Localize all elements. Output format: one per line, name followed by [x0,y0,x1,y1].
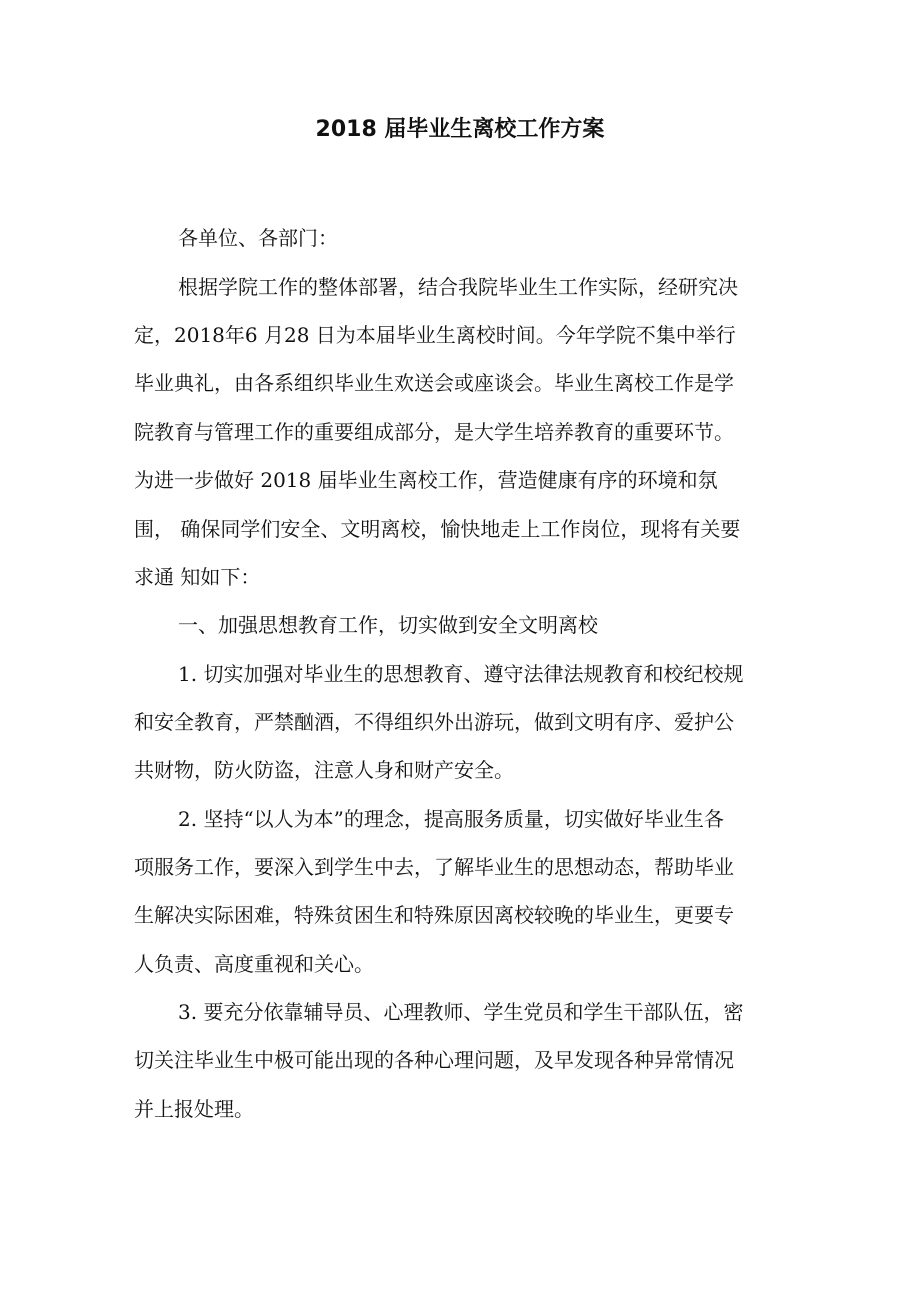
item-2-line-3: 生解决实际困难，特殊贫困生和特殊原因离校较晚的毕业生，更要专 [134,903,734,927]
item-3-line-1: 3. 要充分依靠辅导员、心理教师、学生党员和学生干部队伍，密 [178,1000,744,1024]
item-3-line-2: 切关注毕业生中极可能出现的各种心理问题，及早发现各种异常情况 [134,1048,734,1072]
intro-line-6: 围， 确保同学们安全、文明离校，愉快地走上工作岗位，现将有关要 [134,517,741,541]
item-1-line-2: 和安全教育，严禁酗酒，不得组织外出游玩，做到文明有序、爱护公 [134,710,734,734]
item-2-line-4: 人负责、高度重视和关心。 [134,952,374,976]
item-1-line-3: 共财物，防火防盗，注意人身和财产安全。 [134,758,514,782]
document-title: 2018 届毕业生离校工作方案 [315,117,605,142]
item-2-line-2: 项服务工作，要深入到学生中去，了解毕业生的思想动态，帮助毕业 [134,855,734,879]
salutation-line: 各单位、各部门： [178,226,338,250]
intro-line-3: 毕业典礼，由各系组织毕业生欢送会或座谈会。毕业生离校工作是学 [134,371,734,395]
item-2-line-1: 2. 坚持“以人为本”的理念，提高服务质量，切实做好毕业生各 [178,807,724,831]
section-heading-1: 一、加强思想教育工作，切实做到安全文明离校 [178,613,598,637]
intro-line-1: 根据学院工作的整体部署，结合我院毕业生工作实际，经研究决 [178,275,738,299]
intro-line-2: 定，2018年6 月28 日为本届毕业生离校时间。今年学院不集中举行 [134,323,736,347]
item-3-line-3: 并上报处理。 [134,1097,254,1121]
item-1-line-1: 1. 切实加强对毕业生的思想教育、遵守法律法规教育和校纪校规 [178,662,744,686]
intro-line-7: 求通 知如下： [134,565,261,589]
intro-line-4: 院教育与管理工作的重要组成部分，是大学生培养教育的重要环节。 [134,420,734,444]
intro-line-5: 为进一步做好 2018 届毕业生离校工作，营造健康有序的环境和氛 [134,468,718,492]
